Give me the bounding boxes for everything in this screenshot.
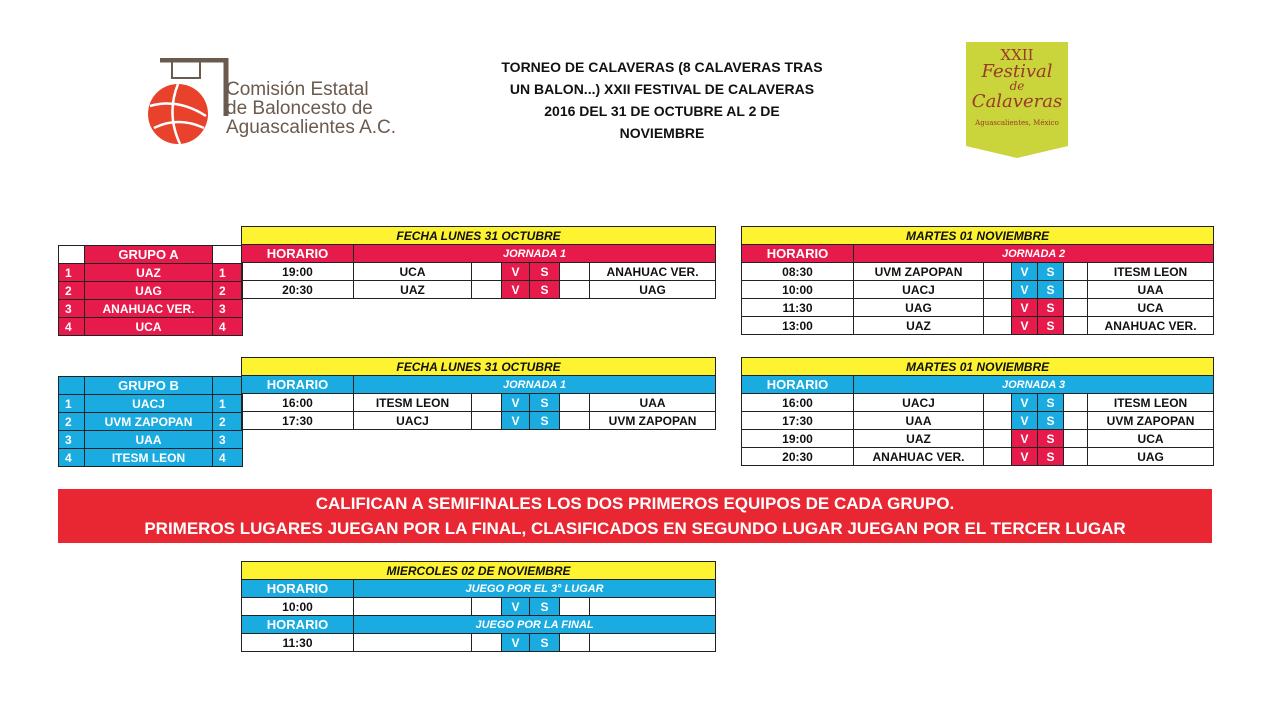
table-cell bbox=[354, 598, 472, 616]
table-cell: 10:00 bbox=[242, 598, 354, 616]
table-cell: 20:30 bbox=[242, 281, 354, 299]
table-cell bbox=[984, 394, 1012, 412]
group-a-title: GRUPO A bbox=[85, 246, 213, 264]
table-cell: 2 bbox=[59, 413, 85, 431]
table-cell: V bbox=[1012, 430, 1038, 448]
table-cell: UCA bbox=[354, 263, 472, 281]
table-cell: UCA bbox=[1088, 430, 1214, 448]
table-cell: UAZ bbox=[354, 281, 472, 299]
table-cell: 19:00 bbox=[742, 430, 854, 448]
table-cell: HORARIO bbox=[242, 245, 354, 263]
table-cell bbox=[984, 299, 1012, 317]
table-row bbox=[59, 318, 243, 336]
table-row bbox=[242, 598, 716, 616]
table-row bbox=[59, 431, 243, 449]
table-cell bbox=[984, 412, 1012, 430]
table-cell bbox=[472, 598, 502, 616]
table-row bbox=[742, 430, 1214, 448]
table-cell bbox=[1064, 299, 1088, 317]
table-row bbox=[242, 394, 716, 412]
table-cell: UAZ bbox=[854, 430, 984, 448]
table-cell: ITESM LEON bbox=[85, 449, 213, 467]
table-cell: S bbox=[1038, 430, 1064, 448]
table-row bbox=[742, 448, 1214, 466]
table-cell: JUEGO POR LA FINAL bbox=[354, 616, 716, 634]
finals-table bbox=[241, 561, 716, 652]
table-cell: 3 bbox=[213, 431, 243, 449]
table-cell: S bbox=[1038, 281, 1064, 299]
table-row bbox=[742, 263, 1214, 281]
table-cell bbox=[472, 281, 502, 299]
table-cell: UAA bbox=[85, 431, 213, 449]
table-cell: S bbox=[1038, 394, 1064, 412]
table-cell: UVM ZAPOPAN bbox=[1088, 412, 1214, 430]
table-cell: 1 bbox=[59, 395, 85, 413]
table-cell bbox=[984, 430, 1012, 448]
table-cell: HORARIO bbox=[742, 376, 854, 394]
table-cell: JORNADA 3 bbox=[854, 376, 1214, 394]
table-row bbox=[59, 395, 243, 413]
festival-logo: XXII Festival de Calaveras Aguascalientes, México bbox=[966, 42, 1068, 158]
table-cell: ANAHUAC VER. bbox=[1088, 317, 1214, 335]
table-row bbox=[59, 264, 243, 282]
table-cell: V bbox=[1012, 394, 1038, 412]
table-cell bbox=[1064, 412, 1088, 430]
table-cell: 17:30 bbox=[242, 412, 354, 430]
table-row bbox=[59, 282, 243, 300]
table-row bbox=[742, 394, 1214, 412]
table-cell bbox=[1064, 430, 1088, 448]
schedule-a-jornada1 bbox=[241, 226, 716, 299]
table-cell: 16:00 bbox=[242, 394, 354, 412]
table-cell: ITESM LEON bbox=[1088, 394, 1214, 412]
table-cell: 1 bbox=[59, 264, 85, 282]
table-cell: 3 bbox=[59, 431, 85, 449]
table-cell: UCA bbox=[85, 318, 213, 336]
table-row bbox=[742, 317, 1214, 335]
table-cell bbox=[1064, 317, 1088, 335]
table-cell: S bbox=[1038, 412, 1064, 430]
table-cell: UACJ bbox=[354, 412, 472, 430]
table-cell: ANAHUAC VER. bbox=[590, 263, 716, 281]
table-cell: ITESM LEON bbox=[354, 394, 472, 412]
table-cell: 13:00 bbox=[742, 317, 854, 335]
table-cell: 19:00 bbox=[242, 263, 354, 281]
table-cell bbox=[59, 377, 85, 395]
table-cell bbox=[560, 281, 590, 299]
table-cell bbox=[472, 263, 502, 281]
table-cell: JORNADA 2 bbox=[854, 245, 1214, 263]
table-cell bbox=[560, 598, 590, 616]
table-cell bbox=[213, 377, 243, 395]
table-cell: 17:30 bbox=[742, 412, 854, 430]
table-cell: UVM ZAPOPAN bbox=[590, 412, 716, 430]
group-b-table bbox=[58, 376, 243, 467]
table-cell: UCA bbox=[1088, 299, 1214, 317]
table-cell: UACJ bbox=[85, 395, 213, 413]
table-cell: 4 bbox=[59, 318, 85, 336]
table-cell bbox=[560, 394, 590, 412]
table-cell bbox=[1064, 263, 1088, 281]
table-cell: V bbox=[1012, 317, 1038, 335]
table-cell: HORARIO bbox=[742, 245, 854, 263]
table-cell bbox=[1064, 394, 1088, 412]
table-cell: 3 bbox=[213, 300, 243, 318]
table-cell: S bbox=[530, 598, 560, 616]
table-cell: UAA bbox=[854, 412, 984, 430]
table-row bbox=[242, 281, 716, 299]
table-cell: S bbox=[530, 412, 560, 430]
table-row bbox=[742, 299, 1214, 317]
table-cell: V bbox=[502, 634, 530, 652]
table-cell: JUEGO POR EL 3° LUGAR bbox=[354, 580, 716, 598]
table-cell: 10:00 bbox=[742, 281, 854, 299]
table-cell bbox=[1064, 281, 1088, 299]
table-cell bbox=[560, 634, 590, 652]
table-cell: S bbox=[530, 394, 560, 412]
table-cell bbox=[984, 281, 1012, 299]
table-cell: 3 bbox=[59, 300, 85, 318]
table-cell: S bbox=[530, 263, 560, 281]
table-row bbox=[242, 634, 716, 652]
table-cell: S bbox=[1038, 263, 1064, 281]
basketball-court-icon bbox=[140, 58, 232, 150]
table-row bbox=[242, 263, 716, 281]
table-cell: S bbox=[1038, 299, 1064, 317]
table-cell: 16:00 bbox=[742, 394, 854, 412]
table-cell: JORNADA 1 bbox=[354, 376, 716, 394]
table-cell: V bbox=[1012, 299, 1038, 317]
date-header: MARTES 01 NOVIEMBRE bbox=[742, 358, 1214, 376]
table-cell: 08:30 bbox=[742, 263, 854, 281]
table-cell: V bbox=[1012, 281, 1038, 299]
table-row bbox=[59, 413, 243, 431]
table-cell: 2 bbox=[213, 282, 243, 300]
qualification-banner: CALIFICAN A SEMIFINALES LOS DOS PRIMEROS EQUIPOS DE CADA GRUPO. PRIMEROS LUGARES JUEGAN POR LA FINAL, CLASIFICADOS EN SEGUNDO LUGAR JUEGAN POR EL TERCER LUGAR bbox=[58, 489, 1212, 543]
table-cell: 4 bbox=[213, 449, 243, 467]
date-header: MARTES 01 NOVIEMBRE bbox=[742, 227, 1214, 245]
group-a-table bbox=[58, 245, 243, 336]
table-cell: 4 bbox=[59, 449, 85, 467]
table-cell: V bbox=[1012, 263, 1038, 281]
table-cell: HORARIO bbox=[242, 580, 354, 598]
table-cell: S bbox=[530, 634, 560, 652]
table-cell: ANAHUAC VER. bbox=[854, 448, 984, 466]
table-cell: 2 bbox=[213, 413, 243, 431]
table-cell: JORNADA 1 bbox=[354, 245, 716, 263]
table-cell: 4 bbox=[213, 318, 243, 336]
table-row bbox=[59, 449, 243, 467]
table-row bbox=[742, 412, 1214, 430]
table-cell bbox=[560, 412, 590, 430]
table-cell: V bbox=[502, 394, 530, 412]
date-header: FECHA LUNES 31 OCTUBRE bbox=[242, 227, 716, 245]
table-cell: 11:30 bbox=[742, 299, 854, 317]
table-cell: S bbox=[530, 281, 560, 299]
table-cell bbox=[213, 246, 243, 264]
schedule-b-jornada3 bbox=[741, 357, 1214, 466]
table-cell: UAA bbox=[1088, 281, 1214, 299]
table-cell bbox=[1064, 448, 1088, 466]
table-cell bbox=[59, 246, 85, 264]
table-cell: ANAHUAC VER. bbox=[85, 300, 213, 318]
table-cell: UAA bbox=[590, 394, 716, 412]
date-header: FECHA LUNES 31 OCTUBRE bbox=[242, 358, 716, 376]
schedule-a-jornada2 bbox=[741, 226, 1214, 335]
org-name: Comisión Estatal de Baloncesto de Aguascalientes A.C. bbox=[226, 79, 397, 138]
schedule-b-jornada1 bbox=[241, 357, 716, 430]
table-cell: UVM ZAPOPAN bbox=[85, 413, 213, 431]
table-cell: HORARIO bbox=[242, 616, 354, 634]
table-row bbox=[59, 300, 243, 318]
table-cell bbox=[984, 448, 1012, 466]
table-cell: V bbox=[502, 281, 530, 299]
table-cell: 1 bbox=[213, 264, 243, 282]
org-logo bbox=[140, 58, 420, 150]
table-cell bbox=[560, 263, 590, 281]
table-cell: UAG bbox=[590, 281, 716, 299]
table-cell bbox=[472, 394, 502, 412]
table-cell bbox=[354, 634, 472, 652]
table-cell: 20:30 bbox=[742, 448, 854, 466]
date-header: MIERCOLES 02 DE NOVIEMBRE bbox=[242, 562, 716, 580]
table-cell: UAZ bbox=[854, 317, 984, 335]
tournament-title: TORNEO DE CALAVERAS (8 CALAVERAS TRAS UN BALON...) XXII FESTIVAL DE CALAVERAS 2016 DEL 31 DE OCTUBRE AL 2 DE NOVIEMBRE bbox=[501, 59, 823, 141]
table-cell: UVM ZAPOPAN bbox=[854, 263, 984, 281]
table-cell: 11:30 bbox=[242, 634, 354, 652]
table-cell: S bbox=[1038, 448, 1064, 466]
table-cell: V bbox=[502, 598, 530, 616]
table-cell: S bbox=[1038, 317, 1064, 335]
table-cell: V bbox=[502, 412, 530, 430]
table-cell bbox=[472, 634, 502, 652]
table-cell: UAG bbox=[1088, 448, 1214, 466]
table-cell: V bbox=[502, 263, 530, 281]
table-cell: HORARIO bbox=[242, 376, 354, 394]
group-b-title: GRUPO B bbox=[85, 377, 213, 395]
table-cell: 2 bbox=[59, 282, 85, 300]
table-cell: UAZ bbox=[85, 264, 213, 282]
table-cell: UACJ bbox=[854, 394, 984, 412]
table-cell bbox=[590, 634, 716, 652]
table-cell: UAG bbox=[854, 299, 984, 317]
table-cell: 1 bbox=[213, 395, 243, 413]
table-cell: UAG bbox=[85, 282, 213, 300]
table-cell: UACJ bbox=[854, 281, 984, 299]
table-cell bbox=[590, 598, 716, 616]
table-cell: ITESM LEON bbox=[1088, 263, 1214, 281]
table-cell bbox=[984, 263, 1012, 281]
table-row bbox=[242, 412, 716, 430]
table-cell: V bbox=[1012, 412, 1038, 430]
table-row bbox=[742, 281, 1214, 299]
table-cell: V bbox=[1012, 448, 1038, 466]
table-cell bbox=[472, 412, 502, 430]
table-cell bbox=[984, 317, 1012, 335]
